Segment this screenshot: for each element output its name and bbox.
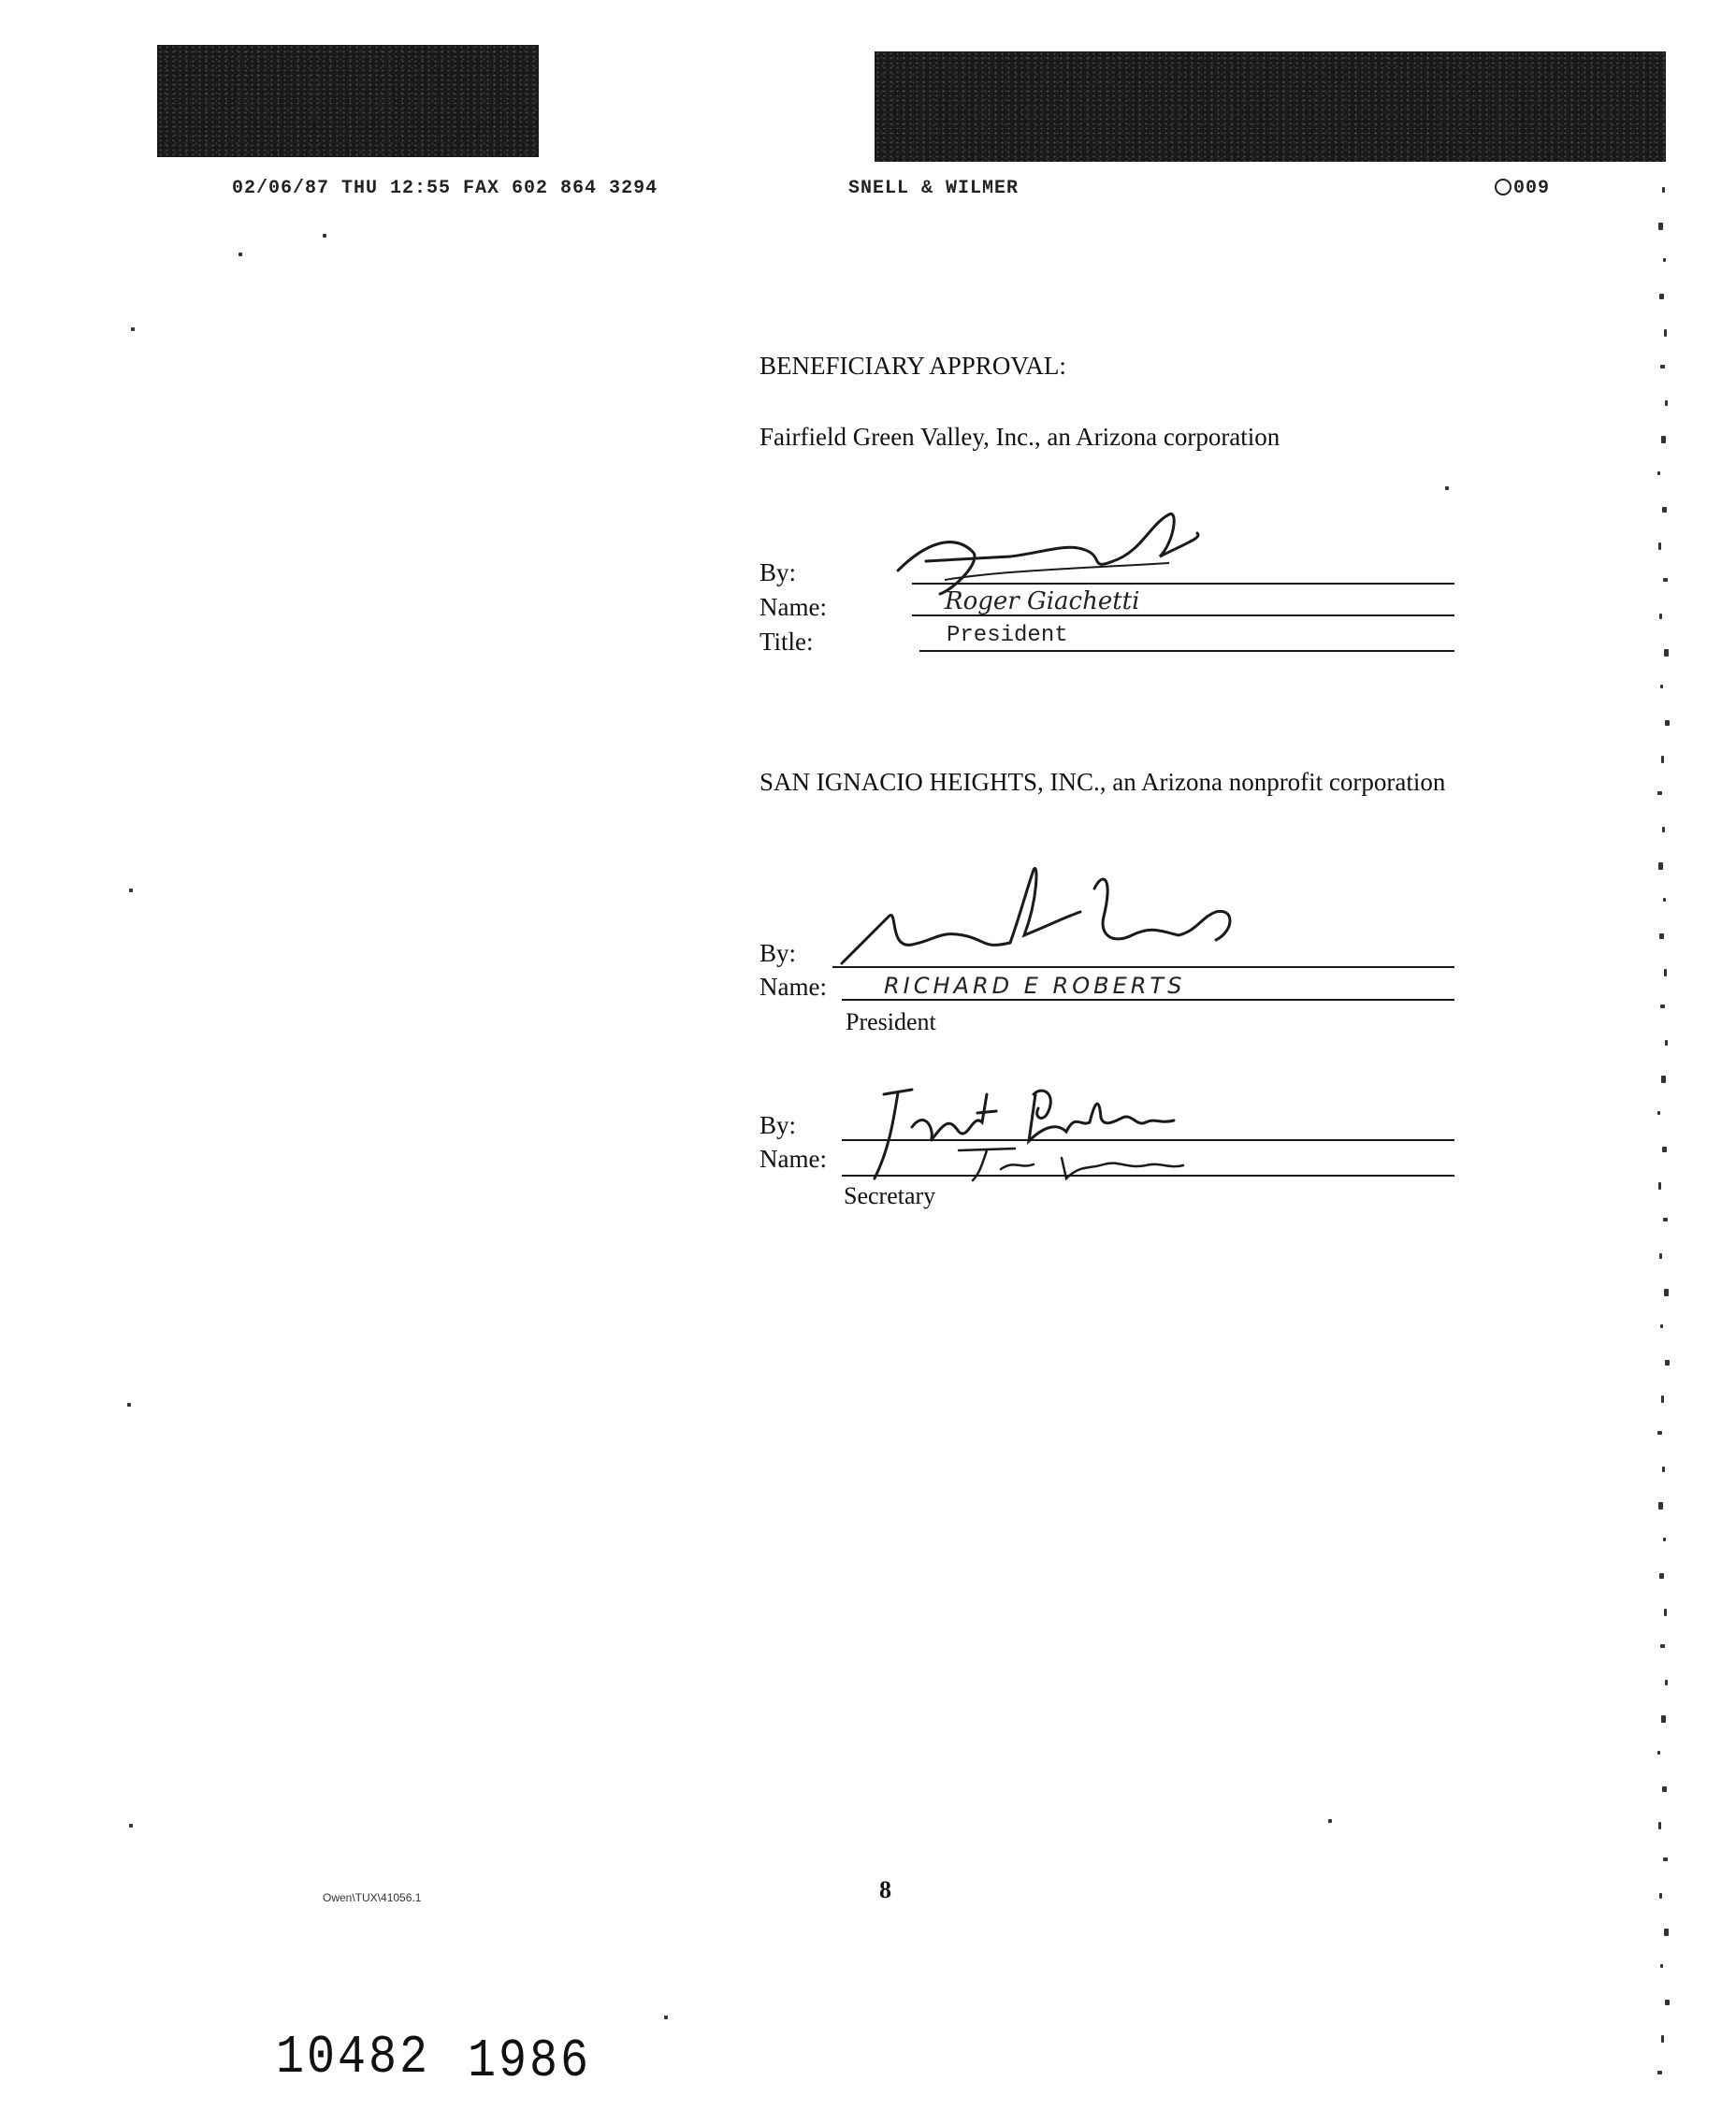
- party-2-signatory-2-by-label: By:: [760, 1111, 797, 1139]
- fax-datetime: 02/06/87 THU 12:55 FAX 602 864 3294: [232, 178, 658, 199]
- scan-speck: [1661, 1395, 1664, 1403]
- party-2-signatory-1-name-line: [842, 999, 1454, 1001]
- scan-speck: [1662, 1467, 1665, 1472]
- scan-speck: [1663, 1857, 1668, 1861]
- scan-speck: [1661, 756, 1664, 763]
- scan-speck: [1658, 1182, 1661, 1190]
- party-1-by-label: By:: [760, 558, 797, 586]
- scan-speck: [1660, 1644, 1665, 1648]
- party-2-signatory-1-by-label: By:: [760, 939, 797, 967]
- scan-speck: [1661, 2035, 1664, 2043]
- party-2-entity: SAN IGNACIO HEIGHTS, INC., an Arizona nonprofit corporation: [760, 768, 1446, 796]
- party-2-signatory-2-name-value: [973, 1149, 1127, 1175]
- scan-speck: [1658, 1822, 1661, 1829]
- party-1-title-line: [919, 650, 1454, 652]
- scan-speck: [1663, 898, 1666, 902]
- scan-speck: [1659, 294, 1664, 299]
- stamp-page-ref: 1986: [468, 2031, 592, 2093]
- scan-speck: [1657, 1111, 1660, 1115]
- scan-speck: [1660, 1004, 1665, 1008]
- scan-speck: [1664, 329, 1667, 337]
- scan-speck: [1657, 1751, 1660, 1755]
- scan-speck: [1664, 1929, 1669, 1936]
- scan-speck: [1665, 1360, 1670, 1366]
- party-1-name-value: Roger Giachetti: [945, 587, 1140, 615]
- scan-speck: [1662, 187, 1665, 193]
- scan-speck: [1662, 1786, 1667, 1792]
- party-2-signatory-1-name-value: RICHARD E ROBERTS: [884, 973, 1186, 999]
- scan-speck: [1659, 1893, 1662, 1899]
- footer-page-number: 8: [879, 1876, 891, 1903]
- scan-speck: [1663, 1218, 1668, 1221]
- fax-sender: SNELL & WILMER: [848, 178, 1020, 199]
- scan-speck: [1658, 1502, 1663, 1510]
- scan-speck: [1658, 223, 1663, 230]
- scan-speck: [1660, 1324, 1663, 1328]
- fax-page-code-text: 009: [1513, 178, 1551, 199]
- scan-speck: [1659, 1573, 1664, 1579]
- party-2-signatory-1-signature: [823, 860, 1272, 982]
- fax-page-code: [1495, 178, 1550, 199]
- scan-speck: [1662, 1147, 1667, 1152]
- party-1-entity: Fairfield Green Valley, Inc., an Arizona corporation: [760, 423, 1280, 451]
- party-2-signatory-1-name-label: Name:: [760, 973, 827, 1001]
- party-1-title-label: Title:: [760, 628, 814, 656]
- scan-speck: [1663, 258, 1666, 262]
- party-2-signatory-1-title: President: [846, 1008, 936, 1035]
- scan-speck: [323, 234, 326, 238]
- footer-doc-code: Owen\TUX\41056.1: [323, 1891, 422, 1904]
- scan-speck: [1657, 1431, 1662, 1435]
- scan-speck: [1657, 2071, 1662, 2074]
- scan-speck: [1660, 365, 1665, 369]
- scan-speck: [1663, 1538, 1666, 1541]
- scan-speck: [1661, 436, 1666, 443]
- scan-speck: [1664, 969, 1667, 976]
- scan-speck: [1660, 685, 1663, 688]
- scan-speck: [1663, 578, 1668, 582]
- scan-speck: [1665, 400, 1668, 406]
- scan-speck: [1660, 1964, 1663, 1968]
- party-2-signatory-2-name-label: Name:: [760, 1145, 827, 1173]
- scan-speck: [1664, 1609, 1667, 1616]
- scan-speck: [131, 327, 135, 331]
- party-1-name-label: Name:: [760, 593, 827, 621]
- scan-speck: [129, 889, 133, 892]
- scan-speck: [1665, 2000, 1670, 2005]
- scan-speck: [1658, 862, 1663, 870]
- scan-speck: [1659, 1253, 1662, 1259]
- redaction-block-left: [157, 45, 539, 157]
- scan-speck: [1657, 471, 1660, 475]
- scan-speck: [129, 1824, 133, 1828]
- scan-speck: [1445, 486, 1449, 490]
- party-1-title-value: President: [947, 623, 1068, 648]
- approval-heading: BENEFICIARY APPROVAL:: [760, 352, 1066, 380]
- scan-speck: [1661, 1076, 1666, 1083]
- scan-speck: [1659, 614, 1662, 619]
- stamp-record-number: 10482: [276, 2028, 431, 2089]
- scan-speck: [1658, 542, 1661, 550]
- scan-speck: [664, 2016, 668, 2019]
- scan-speck: [1659, 933, 1664, 939]
- party-2-signatory-2-signature: [856, 1076, 1230, 1197]
- scan-speck: [1328, 1819, 1332, 1823]
- scan-speck: [1662, 827, 1665, 832]
- scan-speck: [1664, 1289, 1669, 1296]
- party-2-signatory-2-title: Secretary: [844, 1182, 936, 1209]
- fax-page-glyph-icon: [1495, 179, 1512, 195]
- scan-speck: [1665, 1680, 1668, 1685]
- scan-speck: [1661, 1715, 1666, 1723]
- redaction-block-right: [875, 51, 1666, 162]
- scan-speck: [1662, 507, 1667, 513]
- scan-speck: [1665, 720, 1670, 726]
- scan-speck: [1657, 791, 1662, 795]
- scan-speck: [1665, 1040, 1668, 1046]
- scan-speck: [239, 253, 242, 256]
- scan-speck: [1664, 649, 1669, 657]
- scan-speck: [127, 1403, 131, 1407]
